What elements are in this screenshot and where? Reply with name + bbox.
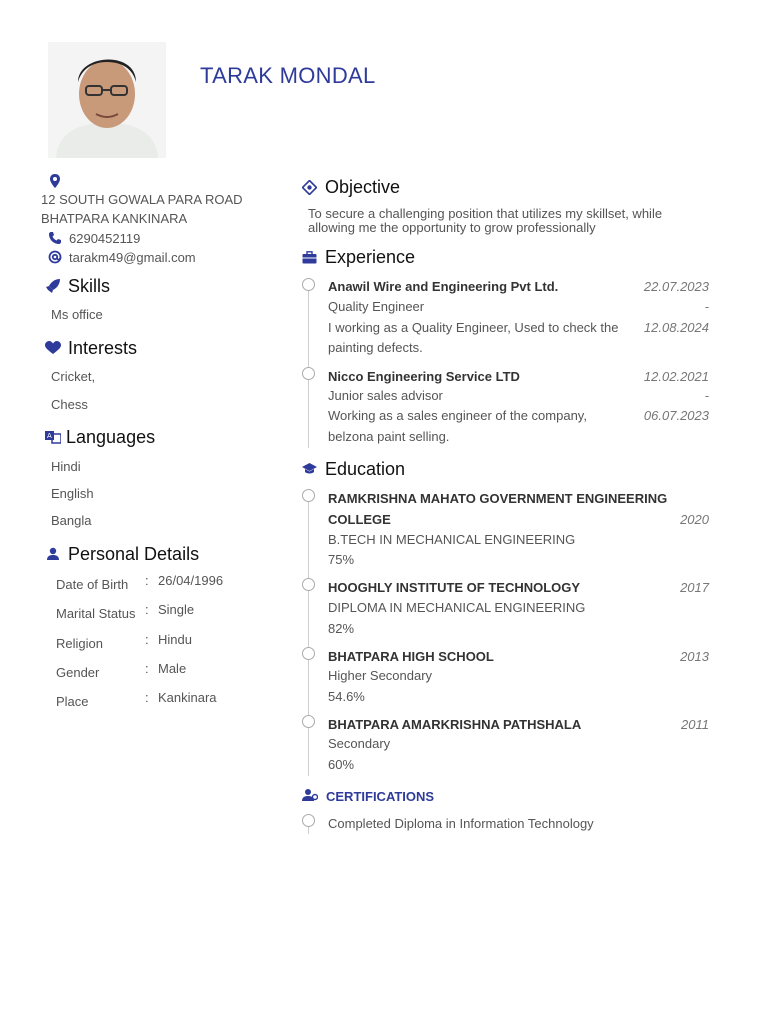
person-icon xyxy=(46,547,60,561)
experience-timeline xyxy=(308,284,309,448)
candidate-name: TARAK MONDAL xyxy=(200,63,376,88)
experience-end-date: 12.08.2024 xyxy=(643,320,709,335)
experience-description: belzona paint selling. xyxy=(328,429,450,444)
objective-text-line: To secure a challenging position that utilizes my skillset, while xyxy=(308,206,663,221)
education-score: 54.6% xyxy=(328,689,365,704)
date-dash: - xyxy=(704,388,709,403)
skill-item: Ms office xyxy=(51,307,103,322)
language-item: English xyxy=(51,486,94,501)
phone-icon xyxy=(48,231,62,245)
education-score: 82% xyxy=(328,621,355,636)
education-school: COLLEGE xyxy=(328,512,391,527)
education-score: 60% xyxy=(328,757,355,772)
education-heading: Education xyxy=(325,459,406,479)
detail-label: Gender xyxy=(56,665,100,680)
timeline-dot xyxy=(302,489,315,502)
experience-role: Quality Engineer xyxy=(328,299,425,314)
education-degree: Secondary xyxy=(328,736,391,751)
phone-number: 6290452119 xyxy=(69,231,141,246)
language-icon xyxy=(45,430,61,444)
detail-separator: : xyxy=(145,573,149,588)
timeline-dot xyxy=(302,647,315,660)
detail-separator: : xyxy=(145,632,149,647)
education-school: HOOGHLY INSTITUTE OF TECHNOLOGY xyxy=(328,580,581,595)
objective-text-line: allowing me the opportunity to grow professionally xyxy=(308,220,596,235)
detail-value: Male xyxy=(158,661,187,676)
email-icon xyxy=(48,250,62,264)
certifications-heading: CERTIFICATIONS xyxy=(326,789,435,804)
detail-separator: : xyxy=(145,690,149,705)
experience-role: Junior sales advisor xyxy=(328,388,443,403)
timeline-dot xyxy=(302,367,315,380)
location-icon xyxy=(49,174,61,188)
address-line-2: BHATPARA KANKINARA xyxy=(41,211,188,226)
experience-description: painting defects. xyxy=(328,340,423,355)
briefcase-icon xyxy=(302,251,317,264)
skills-heading: Skills xyxy=(68,276,111,296)
education-timeline xyxy=(308,495,309,776)
experience-description: I working as a Quality Engineer, Used to check the xyxy=(328,320,619,335)
education-school: RAMKRISHNA MAHATO GOVERNMENT ENGINEERING xyxy=(328,491,668,506)
education-year: 2013 xyxy=(680,649,709,664)
timeline-dot xyxy=(302,578,315,591)
timeline-dot xyxy=(302,278,315,291)
personal-details-heading: Personal Details xyxy=(68,544,200,564)
detail-label: Date of Birth xyxy=(56,577,129,592)
education-school: BHATPARA AMARKRISHNA PATHSHALA xyxy=(328,717,582,732)
detail-value: Kankinara xyxy=(158,690,217,705)
education-year: 2017 xyxy=(680,580,709,595)
detail-label: Religion xyxy=(56,636,103,651)
experience-end-date: 06.07.2023 xyxy=(643,408,709,423)
language-item: Bangla xyxy=(51,513,92,528)
objective-heading: Objective xyxy=(325,177,401,197)
detail-value: Hindu xyxy=(158,632,192,647)
graduation-cap-icon xyxy=(302,462,317,475)
rocket-icon xyxy=(45,278,61,294)
education-year: 2020 xyxy=(680,512,709,527)
detail-separator: : xyxy=(145,602,149,617)
certification-item: Completed Diploma in Information Technology xyxy=(328,816,594,831)
date-dash: - xyxy=(704,299,709,314)
experience-company: Anawil Wire and Engineering Pvt Ltd. xyxy=(328,279,559,294)
experience-company: Nicco Engineering Service LTD xyxy=(328,369,520,384)
target-icon xyxy=(302,180,317,195)
education-degree: B.TECH IN MECHANICAL ENGINEERING xyxy=(328,532,576,547)
detail-value: 26/04/1996 xyxy=(158,573,224,588)
detail-separator: : xyxy=(145,661,149,676)
experience-description: Working as a sales engineer of the company, xyxy=(328,408,587,423)
experience-start-date: 22.07.2023 xyxy=(643,279,709,294)
language-item: Hindi xyxy=(51,459,81,474)
education-school: BHATPARA HIGH SCHOOL xyxy=(328,649,494,664)
profile-photo xyxy=(48,42,166,158)
interests-heading: Interests xyxy=(68,338,138,358)
experience-heading: Experience xyxy=(325,247,416,267)
education-degree: Higher Secondary xyxy=(328,668,433,683)
timeline-dot xyxy=(302,814,315,827)
detail-label: Marital Status xyxy=(56,606,136,621)
svg-text:A: A xyxy=(47,432,52,440)
interest-item: Cricket, xyxy=(51,369,96,384)
address-line-1: 12 SOUTH GOWALA PARA ROAD xyxy=(41,192,243,207)
heart-icon xyxy=(45,341,61,355)
languages-heading: Languages xyxy=(66,427,156,447)
experience-start-date: 12.02.2021 xyxy=(643,369,709,384)
detail-label: Place xyxy=(56,694,89,709)
education-score: 75% xyxy=(328,552,355,567)
certificate-icon xyxy=(302,788,318,802)
interest-item: Chess xyxy=(51,397,88,412)
detail-value: Single xyxy=(158,602,195,617)
education-degree: DIPLOMA IN MECHANICAL ENGINEERING xyxy=(328,600,586,615)
education-year: 2011 xyxy=(681,717,709,732)
timeline-dot xyxy=(302,715,315,728)
email-address: tarakm49@gmail.com xyxy=(69,250,196,265)
